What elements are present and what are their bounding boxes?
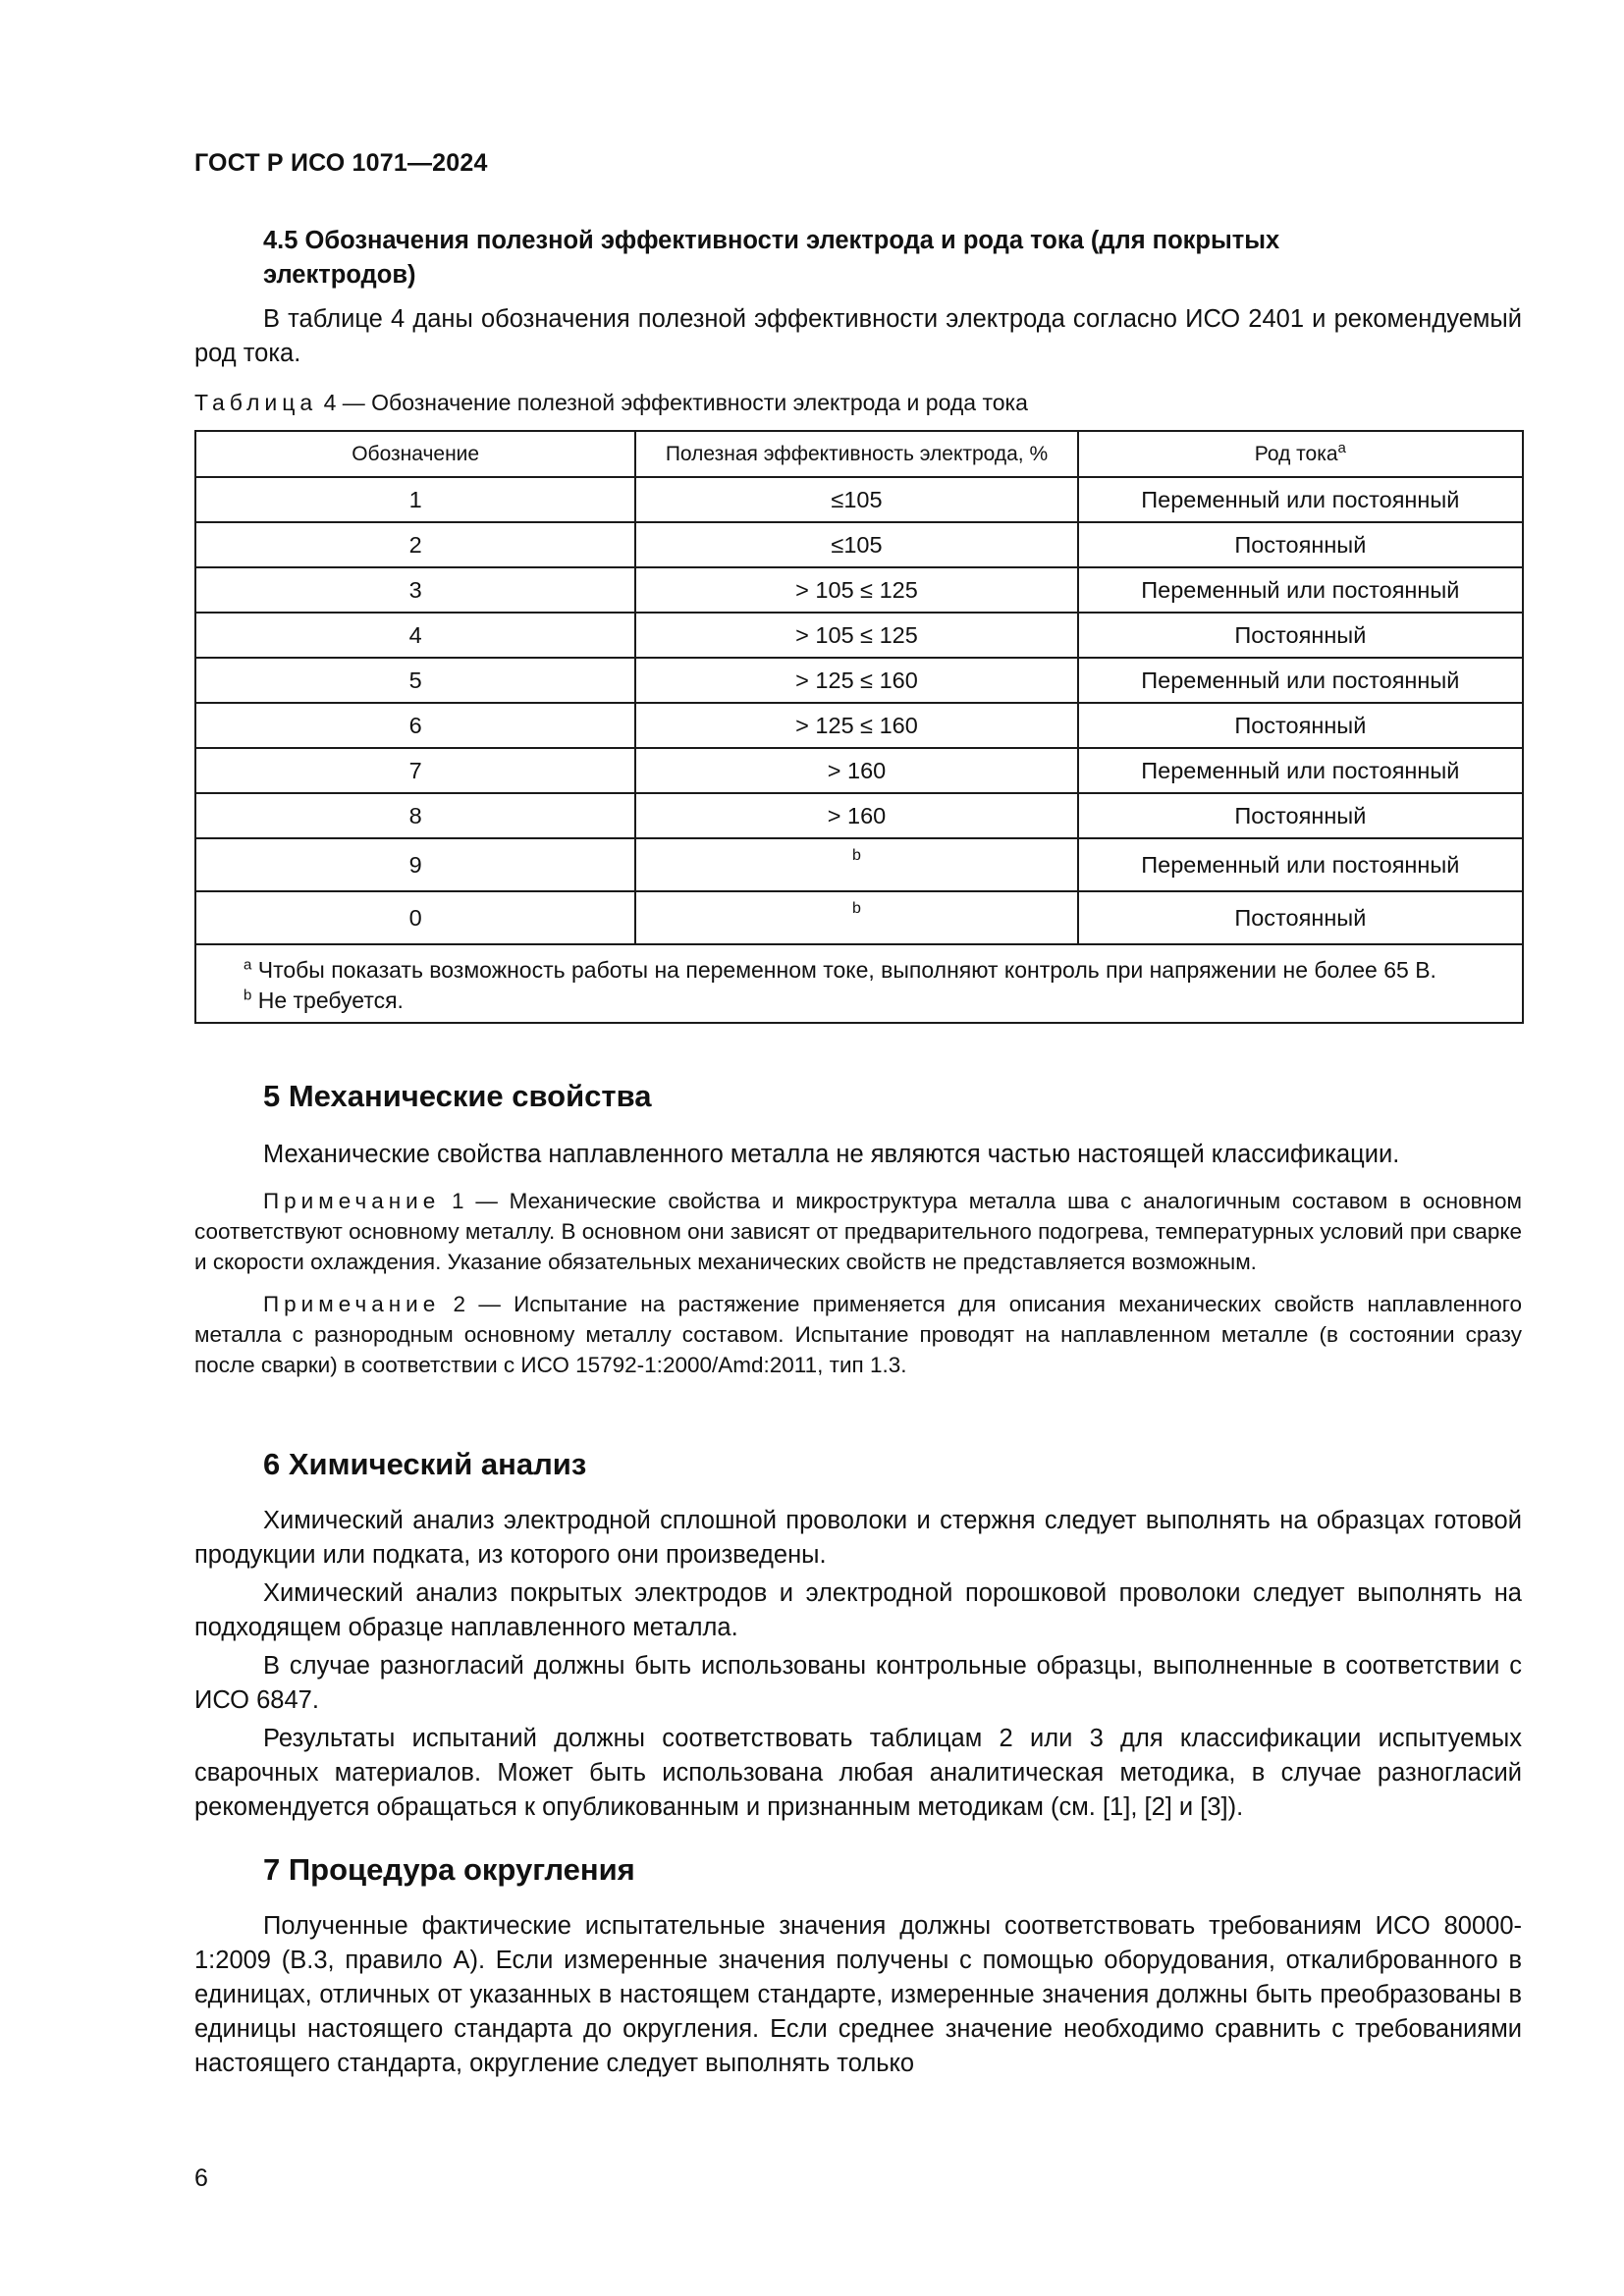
table-row: 4 > 105 ≤ 125 Постоянный <box>195 613 1523 658</box>
section-6-heading: 6 Химический анализ <box>263 1447 587 1481</box>
section-5-note-1: Примечание 1 — Механические свойства и микроструктура металла шва с аналогичным составом в основном соответствуют основному металлу. В основном они зависят от предварительного подогрева, температурных условий при сварке и скорости охлаждения. Указание обязательных механических свойств не представляется возможным. <box>194 1189 1522 1274</box>
section-7-heading: 7 Процедура округления <box>263 1852 635 1887</box>
table-row: 3 > 105 ≤ 125 Переменный или постоянный <box>195 567 1523 613</box>
page-number: 6 <box>194 2164 208 2192</box>
section-7-p1: Полученные фактические испытательные значения должны соответствовать требованиям ИСО 80000-1:2009 (В.3, правило А). Если измеренные значения получены с помощью оборудования, откалиброванного в единицах, отличных от указанных в настоящем стандарте, измеренные значения должны быть преобразованы в единицы настоящего стандарта до округления. Если среднее значение необходимо сравнить с требованиями настоящего стандарта, округление следует выполнять только <box>194 1912 1522 2077</box>
section-4-5-intro: В таблице 4 даны обозначения полезной эффективности электрода согласно ИСО 2401 и рекомендуемый род тока. <box>194 305 1522 367</box>
document-header: ГОСТ Р ИСО 1071—2024 <box>194 149 488 177</box>
table-4 <box>194 430 1524 1024</box>
section-6-p1: Химический анализ электродной сплошной проволоки и стержня следует выполнять на образцах готовой продукции или подката, из которого они произведены. <box>194 1507 1522 1569</box>
table-row: 2 ≤105 Постоянный <box>195 522 1523 567</box>
footnote-a: $^a$ Чтобы показать возможность работы на переменном токе, выполняют контроль при напряжении не более 65 В. <box>244 956 1436 983</box>
table-footnotes <box>195 944 1523 1023</box>
section-6-p4: Результаты испытаний должны соответствовать таблицам 2 или 3 для классификации испытуемых сварочных материалов. Может быть использована любая аналитическая методика, в случае разногласий рекомендуется обращаться к опубликованным и признанным методикам (см. [1], [2] и [3]). <box>194 1725 1522 1821</box>
table-row: 5 > 125 ≤ 160 Переменный или постоянный <box>195 658 1523 703</box>
table-row: 8 > 160 Постоянный <box>195 793 1523 838</box>
col-header-efficiency: Полезная эффективность электрода, % <box>635 431 1077 477</box>
table-row: 0 b Постоянный <box>195 891 1523 944</box>
col-header-current: Род тока$^a$ <box>1078 431 1523 477</box>
section-5 <box>194 1079 1522 1380</box>
section-5-note-2: Примечание 2 — Испытание на растяжение применяется для описания механических свойств наплавленного металла с разнородным основному металлу составом. Испытание проводят на наплавленном металле (в состоянии сразу после сварки) в соответствии с ИСО 15792-1:2000/Amd:2011, тип 1.3. <box>194 1292 1522 1377</box>
table-caption: Таблица 4 — Обозначение полезной эффективности электрода и рода тока <box>194 390 1028 415</box>
col-header-code: Обозначение <box>195 431 635 477</box>
section-7 <box>194 1852 1522 2081</box>
section-5-para: Механические свойства наплавленного металла не являются частью настоящей классификации. <box>263 1141 1400 1168</box>
table-header-row <box>195 431 1523 477</box>
section-6-p2: Химический анализ покрытых электродов и электродной порошковой проволоки следует выполнять на подходящем образце наплавленного металла. <box>194 1579 1522 1641</box>
section-4-5 <box>194 224 1522 371</box>
section-4-5-heading: 4.5 Обозначения полезной эффективности электрода и рода тока (для покрытых электродов) <box>263 227 1280 289</box>
section-6 <box>194 1447 1522 1825</box>
footnote-b: $^b$ Не требуется. <box>244 987 404 1013</box>
table-row: 1 ≤105 Переменный или постоянный <box>195 477 1523 522</box>
table-row: 9 b Переменный или постоянный <box>195 838 1523 891</box>
section-5-heading: 5 Механические свойства <box>263 1079 652 1113</box>
table-row: 6 > 125 ≤ 160 Постоянный <box>195 703 1523 748</box>
table-footnotes-row <box>195 944 1523 1023</box>
table-row: 7 > 160 Переменный или постоянный <box>195 748 1523 793</box>
section-6-p3: В случае разногласий должны быть использованы контрольные образцы, выполненные в соответствии с ИСО 6847. <box>194 1652 1522 1714</box>
